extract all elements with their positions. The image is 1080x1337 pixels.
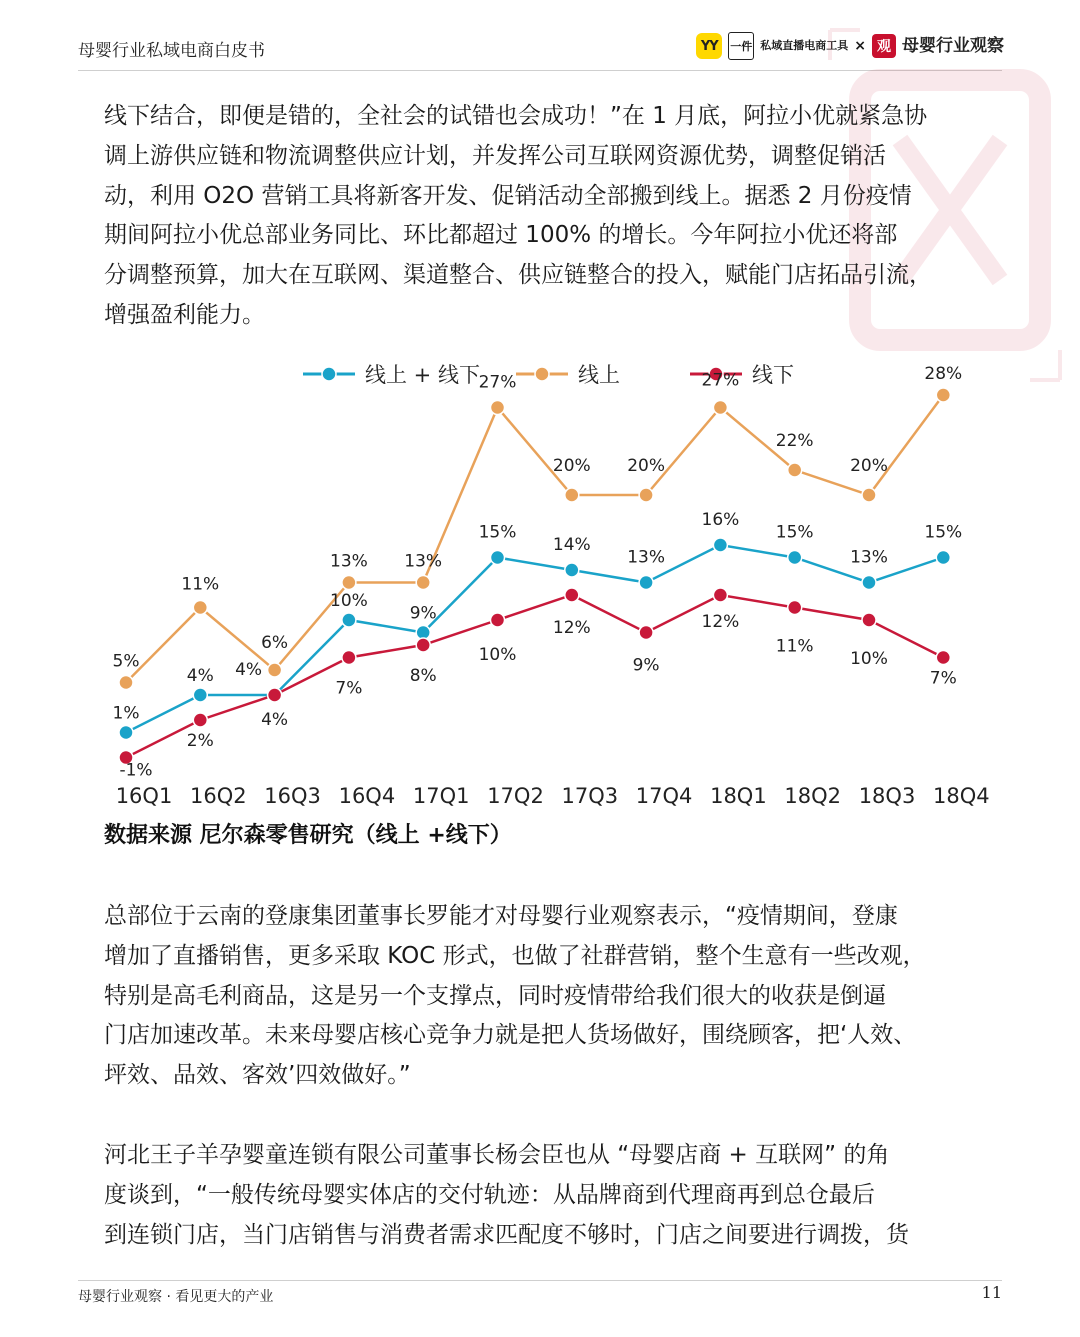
- body-paragraph-2: 总部位于云南的登康集团董事长罗能才对母婴行业观察表示，“疫情期间，登康 增加了直播销售，更多采取 KOC 形式，也做了社群营销，整个生意有一些改观， 特别是高毛利商品，这是另一个支撑点，同时疫情带给我们很大的收获是倒逼 门店加速改革。未来母婴店核心竞争力就是把人货场做好，围绕顾客，把‘人效、 坪效、品效、客效’四效做好。”: [104, 903, 926, 1089]
- data-label: 15%: [775, 522, 814, 543]
- x-tick-label: 18Q3: [858, 784, 916, 808]
- data-label: 11%: [181, 574, 220, 595]
- data-point: [565, 588, 579, 602]
- data-label: 13%: [627, 547, 665, 568]
- data-label: 28%: [924, 364, 963, 384]
- data-point: [268, 663, 282, 677]
- legend-marker: [322, 367, 336, 381]
- x-tick-label: 17Q1: [412, 784, 470, 808]
- data-label: 10%: [850, 649, 888, 669]
- data-label: 16%: [701, 510, 740, 530]
- data-point: [565, 488, 579, 502]
- document-title: 母婴行业私域电商白皮书: [78, 41, 265, 61]
- data-point: [416, 638, 430, 652]
- legend-marker: [535, 367, 549, 381]
- data-label: 4%: [235, 660, 263, 680]
- data-label: 1%: [112, 703, 140, 724]
- data-label: 11%: [775, 636, 814, 657]
- data-point: [416, 576, 430, 590]
- data-label: 15%: [478, 522, 517, 543]
- data-point: [639, 576, 653, 590]
- line-chart: [90, 350, 990, 820]
- data-point: [491, 551, 505, 565]
- data-label: 12%: [552, 618, 591, 638]
- data-point: [788, 463, 802, 477]
- legend-label: 线下: [752, 363, 794, 387]
- seal-logo: 观: [872, 34, 896, 58]
- x-tick-label: 16Q3: [264, 784, 321, 808]
- data-label: 22%: [775, 431, 814, 451]
- x-tick-label: 17Q4: [635, 784, 693, 808]
- data-point: [491, 613, 505, 627]
- data-point: [713, 538, 727, 552]
- data-label: 7%: [929, 668, 957, 689]
- data-label: 13%: [404, 551, 443, 572]
- data-label: 15%: [924, 522, 963, 543]
- x-tick-label: 18Q4: [932, 784, 990, 808]
- x-tick-label: 17Q3: [561, 784, 619, 808]
- chart-source: 数据来源 尼尔森零售研究（线上 +线下）: [104, 823, 512, 848]
- data-point: [193, 688, 207, 702]
- yy-logo: YY: [696, 33, 722, 59]
- data-label: 6%: [261, 633, 289, 653]
- body-paragraph-1: 线下结合，即便是错的，全社会的试错也会成功！”在 1 月底，阿拉小优就紧急协 调上游供应链和物流调整供应计划，并发挥公司互联网资源优势，调整促销活 动，利用 O2O 营销工具将新客开发、促销活动全部搬到线上。据悉 2 月份疫情 期间阿拉小优总部业务同比、环比都超过 100% 的增长。今年阿拉小优还将部 分调整预算，加大在互联网、渠道整合、供应链整合的投入，赋能门店拓品引流， 增强盈利能力。: [104, 103, 932, 328]
- data-point: [788, 601, 802, 615]
- data-point: [119, 676, 133, 690]
- data-label: 13%: [850, 547, 888, 568]
- data-label: 9%: [409, 603, 437, 624]
- data-point: [639, 488, 653, 502]
- data-point: [713, 588, 727, 602]
- data-label: 2%: [186, 731, 214, 751]
- data-point: [268, 688, 282, 702]
- data-point: [639, 626, 653, 640]
- page-number: 11: [981, 1283, 1002, 1302]
- footer-divider: [78, 1280, 1002, 1281]
- footer-slogan: 母婴行业观察 · 看见更大的产业: [78, 1289, 274, 1305]
- data-point: [342, 613, 356, 627]
- brand-name-1: 私域直播电商工具: [760, 39, 849, 52]
- data-label: 14%: [552, 535, 591, 555]
- yijian-logo: 一件: [728, 32, 754, 60]
- x-tick-label: 17Q2: [487, 784, 544, 808]
- x-tick-label: 16Q1: [115, 784, 173, 808]
- data-label: 8%: [409, 666, 437, 686]
- data-point: [491, 401, 505, 415]
- data-label: 10%: [478, 645, 517, 665]
- data-label: 20%: [627, 456, 665, 476]
- data-point: [342, 576, 356, 590]
- data-label: 7%: [335, 678, 363, 699]
- data-point: [862, 613, 876, 627]
- data-label: 20%: [850, 456, 888, 476]
- x-tick-label: 18Q2: [784, 784, 842, 808]
- data-label: 12%: [701, 612, 740, 632]
- data-point: [936, 551, 950, 565]
- times-separator: ×: [854, 38, 866, 54]
- x-tick-label: 16Q4: [338, 784, 396, 808]
- data-label: 10%: [330, 591, 368, 611]
- data-point: [193, 601, 207, 615]
- data-point: [713, 401, 727, 415]
- data-label: 20%: [552, 456, 591, 476]
- data-label: 9%: [632, 655, 660, 676]
- data-point: [936, 388, 950, 402]
- data-point: [788, 551, 802, 565]
- x-tick-label: 16Q2: [189, 784, 247, 808]
- legend-label: 线上: [578, 363, 620, 387]
- x-tick-label: 18Q1: [710, 784, 767, 808]
- data-point: [193, 713, 207, 727]
- data-point: [862, 576, 876, 590]
- data-label: -1%: [119, 760, 153, 781]
- data-label: 4%: [261, 710, 289, 730]
- data-point: [936, 651, 950, 665]
- series-line: [126, 395, 943, 683]
- legend-label: 线上 + 线下: [365, 363, 480, 387]
- data-point: [119, 726, 133, 740]
- body-paragraph-3: 河北王子羊孕婴童连锁有限公司董事长杨会臣也从 “母婴店商 + 互联网” 的角 度谈到，“一般传统母婴实体店的交付轨迹：从品牌商到代理商再到总仓最后 到连锁门店，当门店销售与消费者需求匹配度不够时，门店之间要进行调拨，货: [104, 1142, 909, 1248]
- data-label: 5%: [112, 651, 140, 672]
- data-label: 27%: [701, 370, 740, 391]
- data-point: [862, 488, 876, 502]
- data-label: 27%: [478, 372, 517, 393]
- data-label: 4%: [186, 666, 214, 686]
- brand-name-2: 母婴行业观察: [902, 36, 1004, 56]
- data-point: [565, 563, 579, 577]
- data-label: 13%: [330, 551, 368, 572]
- data-point: [342, 651, 356, 665]
